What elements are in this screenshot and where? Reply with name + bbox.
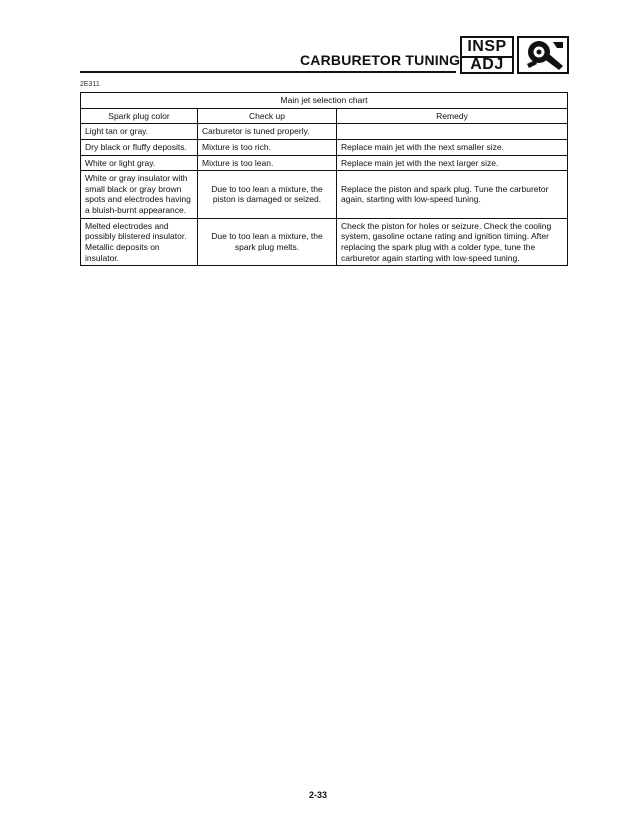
table-caption-row (81, 93, 568, 109)
main-jet-selection-table (80, 92, 568, 266)
cell-spark-plug-color: White or gray insulator with small black or gray brown spots and electrodes having a bluish-burnt appearance. (81, 171, 198, 219)
cell-remedy: Replace main jet with the next smaller size. (337, 139, 568, 155)
column-header-check-up: Check up (198, 108, 337, 124)
cell-spark-plug-color: Light tan or gray. (81, 124, 198, 140)
cell-spark-plug-color: Melted electrodes and possibly blistered insulator. Metallic deposits on insulator. (81, 218, 198, 266)
table-row (81, 139, 568, 155)
cell-check-up: Mixture is too rich. (198, 139, 337, 155)
table-header-row (81, 108, 568, 124)
wrench-inspection-icon (517, 36, 569, 74)
table-caption: Main jet selection chart (81, 93, 568, 109)
cell-check-up: Carburetor is tuned properly. (198, 124, 337, 140)
cell-remedy: Replace main jet with the next larger size. (337, 155, 568, 171)
cell-spark-plug-color: Dry black or fluffy deposits. (81, 139, 198, 155)
column-header-spark-plug-color: Spark plug color (81, 108, 198, 124)
cell-check-up: Mixture is too lean. (198, 155, 337, 171)
table-row (81, 218, 568, 266)
table-row (81, 171, 568, 219)
insp-adj-badge (460, 36, 514, 74)
cell-check-up: Due to too lean a mixture, the piston is damaged or seized. (198, 171, 337, 219)
cell-remedy (337, 124, 568, 140)
table-row (81, 155, 568, 171)
page-number: 2-33 (309, 790, 328, 800)
cell-spark-plug-color: White or light gray. (81, 155, 198, 171)
section-title: CARBURETOR TUNING (300, 52, 461, 68)
column-header-remedy: Remedy (337, 108, 568, 124)
document-code: 2E311 (80, 81, 100, 88)
cell-check-up: Due to too lean a mixture, the spark plug melts. (198, 218, 337, 266)
cell-remedy: Replace the piston and spark plug. Tune the carburetor again, starting with low-speed tuning. (337, 171, 568, 219)
badge-adj-label: ADJ (470, 56, 504, 73)
table-row (81, 124, 568, 140)
cell-remedy: Check the piston for holes or seizure. Check the cooling system, gasoline octane rating and ignition timing. After replacing the spark plug with a colder type, tune the carburetor again starting with low-speed tuning. (337, 218, 568, 266)
badge-insp-label: INSP (462, 38, 512, 58)
header-rule (80, 71, 456, 73)
